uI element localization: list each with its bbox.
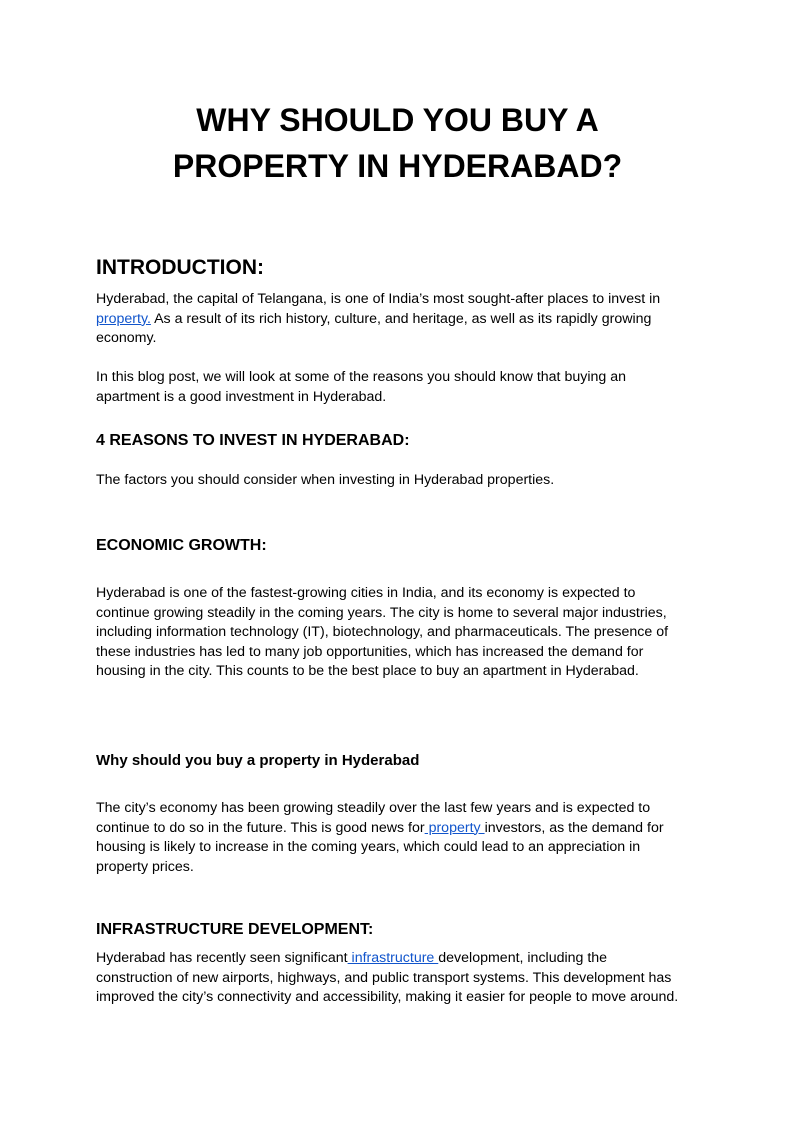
- why-line-2-before: continue to do so in the future. This is good news for: [96, 819, 425, 836]
- title-line-1: WHY SHOULD YOU BUY A: [196, 102, 599, 138]
- reasons-heading: 4 REASONS TO INVEST IN HYDERABAD:: [96, 432, 410, 449]
- intro-p2-line-1: In this blog post, we will look at some of the reasons you should know that buying an: [96, 369, 626, 385]
- why-line-1: The city’s economy has been growing steadily over the last few years and is expected to: [96, 800, 651, 816]
- reasons-line: The factors you should consider when investing in Hyderabad properties.: [96, 472, 555, 488]
- why-line-4: property prices.: [96, 858, 194, 875]
- infra-line-1-after: development, including the: [438, 950, 608, 966]
- property-investors-link[interactable]: property: [424, 819, 485, 836]
- economic-paragraph: [96, 584, 706, 682]
- intro-p1-line-1: Hyderabad, the capital of Telangana, is one of India’s most sought-after places to invest in: [96, 291, 661, 307]
- infrastructure-link[interactable]: infrastructure: [347, 950, 439, 966]
- title-line-2: PROPERTY IN HYDERABAD?: [172, 148, 623, 184]
- intro-p1-line-2: [96, 310, 706, 330]
- infrastructure-line-3: improved the city’s connectivity and accessibility, making it easier for people to move around.: [96, 989, 679, 1005]
- property-link[interactable]: property.: [96, 310, 151, 327]
- reasons-text: [96, 471, 706, 491]
- economic-line-4: these industries has led to many job opportunities, which has increased the demand for: [96, 643, 644, 660]
- economic-heading: ECONOMIC GROWTH:: [96, 537, 267, 554]
- intro-heading: INTRODUCTION:: [96, 256, 264, 279]
- intro-paragraph-2: [96, 368, 706, 407]
- infrastructure-line-1: [96, 949, 706, 969]
- why-line-2-after: investors, as the demand for: [484, 819, 664, 836]
- infrastructure-paragraph: [96, 949, 706, 1008]
- economic-line-5: housing in the city. This counts to be the best place to buy an apartment in Hyderabad.: [96, 663, 639, 679]
- infra-line-1-before: Hyderabad has recently seen significant: [96, 950, 348, 966]
- page-title: [96, 97, 699, 189]
- intro-p1-line-3: economy.: [96, 330, 157, 346]
- intro-p1-line-2-text: As a result of its rich history, culture, and heritage, as well as its rapidly growing: [150, 310, 652, 327]
- economic-line-2: continue growing steadily in the coming years. The city is home to several major industries,: [96, 604, 667, 621]
- why-line-2: [96, 819, 706, 839]
- intro-paragraph-1: [96, 290, 706, 349]
- economic-line-3: including information technology (IT), biotechnology, and pharmaceuticals. The presence of: [96, 624, 669, 640]
- economic-line-1: Hyderabad is one of the fastest-growing cities in India, and its economy is expected to: [96, 585, 636, 601]
- why-heading: Why should you buy a property in Hyderabad: [96, 752, 420, 769]
- intro-p2-line-2: apartment is a good investment in Hyderabad.: [96, 388, 387, 405]
- why-paragraph: [96, 799, 706, 877]
- why-line-3: housing is likely to increase in the coming years, which could lead to an appreciation in: [96, 839, 641, 855]
- infrastructure-line-2: construction of new airports, highways, and public transport systems. This development has: [96, 969, 672, 986]
- infrastructure-heading: INFRASTRUCTURE DEVELOPMENT:: [96, 921, 374, 938]
